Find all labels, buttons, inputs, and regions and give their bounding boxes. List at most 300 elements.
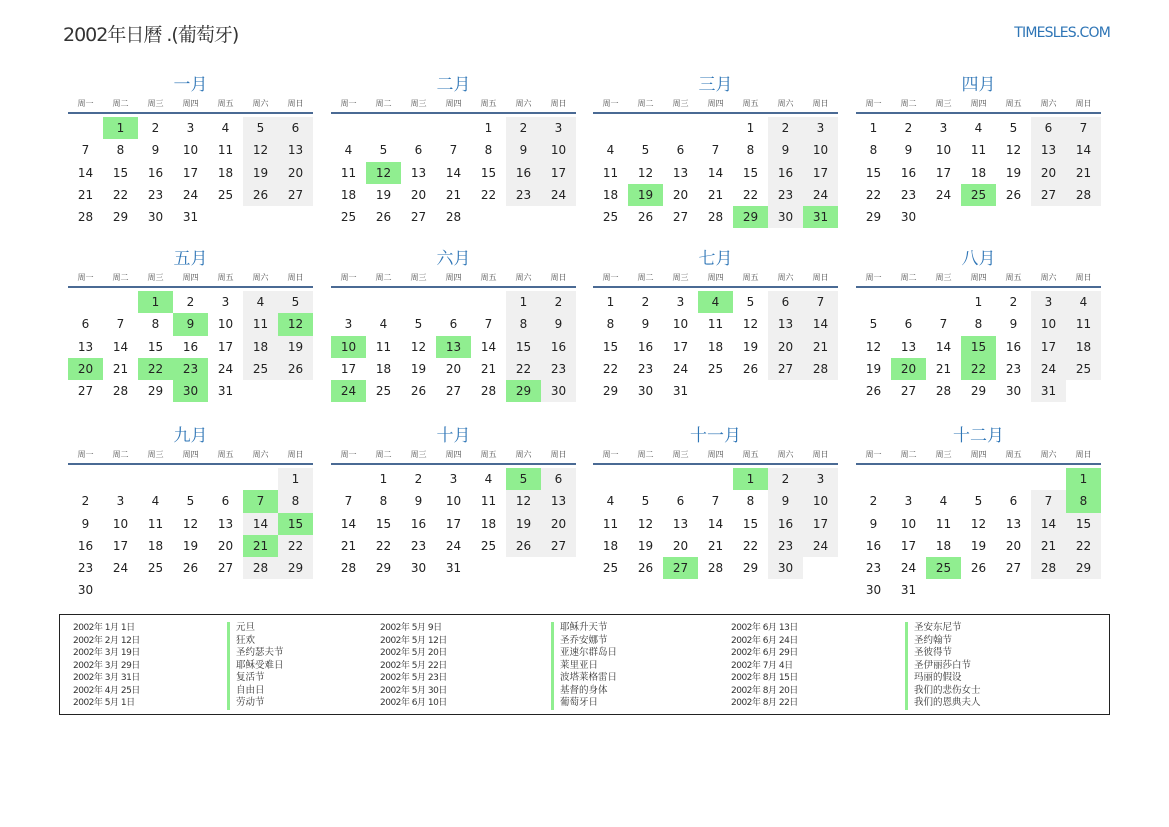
- weekday-label: 周三: [410, 99, 427, 108]
- empty-cell: [698, 468, 733, 490]
- holiday-day-cell: 13: [436, 336, 471, 358]
- day-cell: 8: [484, 143, 493, 158]
- day-cell: 13: [768, 313, 803, 335]
- day-cell: 22: [278, 535, 313, 557]
- day-cell: 2: [904, 121, 913, 135]
- day-grid: [331, 117, 576, 228]
- site-link[interactable]: TIMESLES.COM: [1014, 25, 1110, 41]
- holiday-name: 圣安东尼节: [914, 622, 962, 633]
- holiday-date: 2002年 8月 15日: [731, 673, 798, 683]
- day-cell: 19: [182, 538, 199, 553]
- day-cell: 19: [506, 513, 541, 535]
- weekday-label: 周五: [217, 99, 234, 108]
- day-grid: [68, 468, 313, 602]
- empty-cell: [401, 117, 436, 139]
- day-cell: 1: [746, 121, 755, 135]
- day-cell: 16: [865, 538, 882, 553]
- day-cell: 14: [243, 513, 278, 535]
- holiday-date: 2002年 8月 20日: [731, 685, 798, 696]
- holiday-name: 莱里亚日: [560, 659, 599, 671]
- day-cell: 27: [768, 358, 803, 380]
- day-cell: 8: [506, 313, 541, 335]
- holiday-day-cell: 7: [243, 490, 278, 512]
- empty-cell: [891, 291, 926, 313]
- day-cell: 13: [217, 516, 234, 531]
- day-cell: 11: [970, 143, 987, 158]
- holiday-day-cell: 12: [278, 313, 313, 335]
- holiday-day-cell: 1: [138, 291, 173, 313]
- holiday-date-column: [73, 622, 140, 710]
- month-name: 十一月: [690, 426, 741, 446]
- empty-cell: [436, 117, 471, 139]
- day-cell: 7: [939, 317, 948, 332]
- weekday-header: [856, 96, 1101, 114]
- day-cell: 28: [480, 384, 497, 399]
- day-cell: 30: [865, 583, 882, 598]
- holiday-day-cell: 15: [278, 513, 313, 535]
- day-cell: 26: [506, 535, 541, 557]
- day-cell: 1: [606, 295, 615, 309]
- day-cell: 26: [1005, 187, 1022, 202]
- empty-cell: [138, 468, 173, 490]
- day-cell: 17: [541, 162, 576, 184]
- month-name: 七月: [698, 249, 733, 269]
- day-cell: 31: [445, 561, 462, 576]
- day-cell: 25: [602, 561, 619, 576]
- empty-cell: [698, 117, 733, 139]
- day-cell: 27: [900, 384, 917, 399]
- weekday-label: 周五: [742, 99, 759, 108]
- day-cell: 26: [182, 561, 199, 576]
- holiday-name: 葡萄牙日: [560, 697, 599, 708]
- empty-cell: [208, 468, 243, 490]
- day-cell: 14: [112, 339, 129, 354]
- weekday-label: 周六: [252, 99, 269, 108]
- day-cell: 15: [742, 165, 759, 180]
- weekday-label: 周六: [515, 99, 532, 108]
- day-cell: 3: [676, 295, 685, 309]
- month-calendar: [856, 74, 1101, 228]
- day-cell: 9: [506, 139, 541, 161]
- day-cell: 24: [112, 561, 129, 576]
- day-cell: 29: [112, 210, 129, 225]
- holiday-day-cell: 5: [506, 468, 541, 490]
- day-cell: 29: [742, 561, 759, 576]
- day-cell: 17: [900, 538, 917, 553]
- empty-cell: [856, 468, 891, 490]
- weekday-label: 周日: [287, 450, 304, 459]
- day-cell: 4: [1066, 291, 1101, 313]
- day-cell: 4: [939, 494, 948, 509]
- month-calendar: [593, 425, 838, 579]
- day-cell: 10: [803, 139, 838, 161]
- holiday-date-column: [731, 622, 798, 710]
- holiday-name: 狂欢: [236, 634, 256, 646]
- day-cell: 20: [1005, 538, 1022, 553]
- weekday-label: 周四: [707, 450, 724, 459]
- empty-cell: [103, 291, 138, 313]
- day-cell: 31: [182, 210, 199, 225]
- day-cell: 7: [116, 317, 125, 332]
- weekday-label: 周二: [900, 450, 917, 459]
- day-cell: 12: [506, 490, 541, 512]
- day-cell: 9: [904, 143, 913, 158]
- day-cell: 22: [375, 538, 392, 553]
- day-cell: 6: [221, 494, 230, 509]
- weekday-label: 周六: [777, 99, 794, 108]
- holiday-day-cell: 22: [138, 358, 173, 380]
- day-cell: 21: [707, 538, 724, 553]
- weekday-label: 周日: [287, 99, 304, 108]
- holiday-day-cell: 19: [628, 184, 663, 206]
- day-cell: 19: [742, 339, 759, 354]
- weekday-label: 周四: [182, 99, 199, 108]
- holiday-name: 亚速尔群岛日: [560, 647, 618, 658]
- day-cell: 10: [900, 516, 917, 531]
- day-cell: 4: [379, 317, 388, 332]
- day-cell: 18: [147, 538, 164, 553]
- holiday-date: 2002年 4月 25日: [73, 685, 140, 696]
- day-cell: 13: [672, 165, 689, 180]
- weekday-label: 周三: [672, 450, 689, 459]
- day-cell: 1: [484, 121, 493, 135]
- day-cell: 21: [77, 187, 94, 202]
- day-cell: 29: [1066, 557, 1101, 579]
- day-cell: 3: [541, 117, 576, 139]
- weekday-label: 周三: [410, 450, 427, 459]
- weekday-label: 周一: [865, 99, 882, 108]
- holiday-day-cell: 20: [68, 358, 103, 380]
- day-cell: 9: [869, 516, 878, 531]
- month-name: 九月: [173, 426, 208, 446]
- day-cell: 18: [602, 538, 619, 553]
- day-cell: 15: [112, 165, 129, 180]
- day-cell: 6: [1009, 494, 1018, 509]
- day-cell: 24: [541, 184, 576, 206]
- month-name: 八月: [961, 249, 996, 269]
- weekday-label: 周三: [672, 273, 689, 282]
- weekday-label: 周五: [480, 450, 497, 459]
- day-cell: 14: [707, 516, 724, 531]
- day-cell: 11: [935, 516, 952, 531]
- day-cell: 12: [182, 516, 199, 531]
- holiday-day-cell: 1: [1066, 468, 1101, 490]
- day-cell: 21: [803, 336, 838, 358]
- weekday-header: [331, 270, 576, 288]
- empty-cell: [628, 117, 663, 139]
- day-cell: 6: [676, 494, 685, 509]
- day-cell: 16: [147, 165, 164, 180]
- day-cell: 3: [803, 117, 838, 139]
- weekday-label: 周二: [637, 450, 654, 459]
- day-cell: 23: [506, 184, 541, 206]
- day-cell: 12: [637, 516, 654, 531]
- day-cell: 25: [217, 187, 234, 202]
- day-cell: 24: [182, 187, 199, 202]
- day-cell: 11: [217, 143, 234, 158]
- weekday-label: 周三: [147, 99, 164, 108]
- day-cell: 10: [803, 490, 838, 512]
- day-grid: [593, 117, 838, 228]
- day-cell: 26: [375, 210, 392, 225]
- holiday-date: 2002年 5月 20日: [380, 648, 447, 658]
- weekday-label: 周一: [77, 450, 94, 459]
- day-cell: 11: [602, 165, 619, 180]
- day-cell: 19: [970, 538, 987, 553]
- day-cell: 1: [974, 295, 983, 309]
- day-cell: 16: [900, 165, 917, 180]
- day-cell: 2: [869, 494, 878, 509]
- day-cell: 3: [221, 295, 230, 309]
- day-cell: 26: [742, 361, 759, 376]
- weekday-label: 周六: [1040, 450, 1057, 459]
- holiday-date: 2002年 6月 13日: [731, 623, 798, 633]
- day-cell: 21: [1066, 162, 1101, 184]
- day-cell: 27: [1005, 561, 1022, 576]
- day-cell: 16: [768, 162, 803, 184]
- day-cell: 2: [768, 468, 803, 490]
- day-cell: 27: [278, 184, 313, 206]
- day-cell: 8: [974, 317, 983, 332]
- day-cell: 29: [375, 561, 392, 576]
- holiday-date: 2002年 2月 12日: [73, 635, 140, 646]
- day-grid: [593, 291, 838, 402]
- empty-cell: [366, 117, 401, 139]
- day-cell: 28: [445, 210, 462, 225]
- weekday-label: 周二: [637, 99, 654, 108]
- day-cell: 16: [637, 339, 654, 354]
- day-cell: 6: [81, 317, 90, 332]
- day-cell: 30: [768, 206, 803, 228]
- empty-cell: [926, 291, 961, 313]
- empty-cell: [593, 117, 628, 139]
- day-cell: 20: [672, 538, 689, 553]
- day-cell: 18: [375, 361, 392, 376]
- holiday-date: 2002年 6月 10日: [380, 698, 447, 708]
- day-cell: 7: [803, 291, 838, 313]
- day-cell: 27: [672, 210, 689, 225]
- day-cell: 22: [602, 361, 619, 376]
- day-cell: 5: [869, 317, 878, 332]
- day-cell: 24: [672, 361, 689, 376]
- day-cell: 6: [676, 143, 685, 158]
- day-cell: 26: [637, 561, 654, 576]
- day-cell: 26: [970, 561, 987, 576]
- weekday-label: 周四: [970, 273, 987, 282]
- day-cell: 17: [217, 339, 234, 354]
- day-cell: 18: [970, 165, 987, 180]
- day-grid: [331, 468, 576, 579]
- day-cell: 2: [506, 117, 541, 139]
- day-cell: 11: [707, 317, 724, 332]
- weekday-label: 周三: [672, 99, 689, 108]
- empty-cell: [243, 468, 278, 490]
- weekday-label: 周六: [515, 273, 532, 282]
- day-cell: 17: [1031, 336, 1066, 358]
- empty-cell: [68, 117, 103, 139]
- day-cell: 9: [414, 494, 423, 509]
- day-cell: 29: [865, 210, 882, 225]
- day-cell: 15: [602, 339, 619, 354]
- day-cell: 24: [900, 561, 917, 576]
- weekday-label: 周三: [410, 273, 427, 282]
- day-cell: 23: [637, 361, 654, 376]
- day-cell: 20: [278, 162, 313, 184]
- holiday-name: 圣约翰节: [914, 634, 953, 646]
- day-cell: 31: [900, 583, 917, 598]
- day-cell: 11: [147, 516, 164, 531]
- weekday-label: 周日: [1075, 273, 1092, 282]
- day-cell: 27: [1031, 184, 1066, 206]
- day-cell: 20: [410, 187, 427, 202]
- day-cell: 25: [147, 561, 164, 576]
- day-cell: 12: [865, 339, 882, 354]
- day-cell: 7: [711, 143, 720, 158]
- day-cell: 28: [1031, 557, 1066, 579]
- day-cell: 18: [243, 336, 278, 358]
- day-cell: 5: [243, 117, 278, 139]
- weekday-label: 周四: [445, 450, 462, 459]
- day-cell: 13: [278, 139, 313, 161]
- holiday-day-cell: 4: [698, 291, 733, 313]
- day-cell: 27: [217, 561, 234, 576]
- holiday-date: 2002年 5月 23日: [380, 673, 447, 683]
- day-cell: 15: [375, 516, 392, 531]
- empty-cell: [68, 468, 103, 490]
- day-grid: [593, 468, 838, 579]
- weekday-label: 周一: [340, 273, 357, 282]
- holiday-date: 2002年 3月 31日: [73, 673, 140, 683]
- day-cell: 20: [445, 361, 462, 376]
- weekday-header: [331, 447, 576, 465]
- holiday-day-cell: 8: [1066, 490, 1101, 512]
- day-cell: 8: [606, 317, 615, 332]
- holiday-day-cell: 25: [926, 557, 961, 579]
- day-cell: 30: [637, 384, 654, 399]
- day-cell: 23: [147, 187, 164, 202]
- day-grid: [331, 291, 576, 402]
- month-calendar: [593, 248, 838, 402]
- day-cell: 7: [344, 494, 353, 509]
- day-cell: 25: [340, 210, 357, 225]
- weekday-label: 周日: [550, 99, 567, 108]
- month-calendar: [68, 425, 313, 602]
- month-calendar: [68, 248, 313, 402]
- day-cell: 16: [182, 339, 199, 354]
- day-cell: 28: [77, 210, 94, 225]
- empty-cell: [996, 468, 1031, 490]
- day-cell: 8: [746, 494, 755, 509]
- day-cell: 8: [869, 143, 878, 158]
- day-cell: 16: [77, 538, 94, 553]
- day-cell: 15: [865, 165, 882, 180]
- day-cell: 4: [344, 143, 353, 158]
- day-cell: 14: [1066, 139, 1101, 161]
- month-calendar: [856, 425, 1101, 602]
- weekday-label: 周一: [865, 273, 882, 282]
- holiday-date: 2002年 5月 12日: [380, 635, 447, 646]
- day-cell: 2: [541, 291, 576, 313]
- day-cell: 25: [480, 538, 497, 553]
- day-cell: 8: [116, 143, 125, 158]
- month-calendar: [331, 74, 576, 228]
- holiday-date: 2002年 5月 1日: [73, 698, 135, 708]
- day-cell: 7: [1066, 117, 1101, 139]
- day-cell: 12: [243, 139, 278, 161]
- holiday-name: 元旦: [236, 622, 256, 633]
- day-cell: 7: [711, 494, 720, 509]
- day-cell: 30: [1005, 384, 1022, 399]
- day-cell: 14: [707, 165, 724, 180]
- weekday-label: 周三: [147, 273, 164, 282]
- weekday-header: [331, 96, 576, 114]
- day-cell: 5: [641, 494, 650, 509]
- day-cell: 19: [865, 361, 882, 376]
- holiday-date: 2002年 5月 30日: [380, 685, 447, 696]
- month-name: 十二月: [953, 426, 1004, 446]
- day-cell: 23: [77, 561, 94, 576]
- weekday-label: 周四: [970, 99, 987, 108]
- day-cell: 23: [410, 538, 427, 553]
- day-cell: 8: [379, 494, 388, 509]
- month-name: 三月: [698, 75, 733, 95]
- day-cell: 18: [707, 339, 724, 354]
- day-cell: 6: [904, 317, 913, 332]
- holiday-day-cell: 15: [961, 336, 996, 358]
- holiday-name: 我们的悲伤女士: [914, 684, 981, 696]
- day-cell: 17: [445, 516, 462, 531]
- day-cell: 3: [116, 494, 125, 509]
- holiday-day-cell: 23: [173, 358, 208, 380]
- weekday-label: 周五: [480, 273, 497, 282]
- day-cell: 7: [449, 143, 458, 158]
- month-name: 六月: [436, 249, 471, 269]
- day-cell: 7: [81, 143, 90, 158]
- day-cell: 12: [970, 516, 987, 531]
- weekday-label: 周日: [812, 273, 829, 282]
- day-cell: 10: [217, 317, 234, 332]
- holiday-day-cell: 1: [733, 468, 768, 490]
- day-cell: 19: [410, 361, 427, 376]
- day-cell: 1: [869, 121, 878, 135]
- day-cell: 4: [243, 291, 278, 313]
- day-grid: [856, 117, 1101, 228]
- day-cell: 11: [602, 516, 619, 531]
- day-cell: 19: [375, 187, 392, 202]
- day-cell: 25: [375, 384, 392, 399]
- day-cell: 19: [1005, 165, 1022, 180]
- day-cell: 13: [1005, 516, 1022, 531]
- day-cell: 24: [1031, 358, 1066, 380]
- weekday-label: 周三: [147, 450, 164, 459]
- day-cell: 28: [1066, 184, 1101, 206]
- weekday-label: 周二: [112, 273, 129, 282]
- weekday-label: 周四: [445, 99, 462, 108]
- weekday-label: 周五: [480, 99, 497, 108]
- day-cell: 2: [186, 295, 195, 309]
- day-cell: 10: [445, 494, 462, 509]
- day-cell: 13: [410, 165, 427, 180]
- day-cell: 9: [641, 317, 650, 332]
- weekday-label: 周一: [340, 99, 357, 108]
- day-cell: 9: [151, 143, 160, 158]
- weekday-label: 周四: [182, 450, 199, 459]
- weekday-label: 周一: [340, 450, 357, 459]
- holiday-date: 2002年 8月 22日: [731, 698, 798, 708]
- weekday-label: 周五: [217, 273, 234, 282]
- day-cell: 17: [340, 361, 357, 376]
- day-cell: 18: [602, 187, 619, 202]
